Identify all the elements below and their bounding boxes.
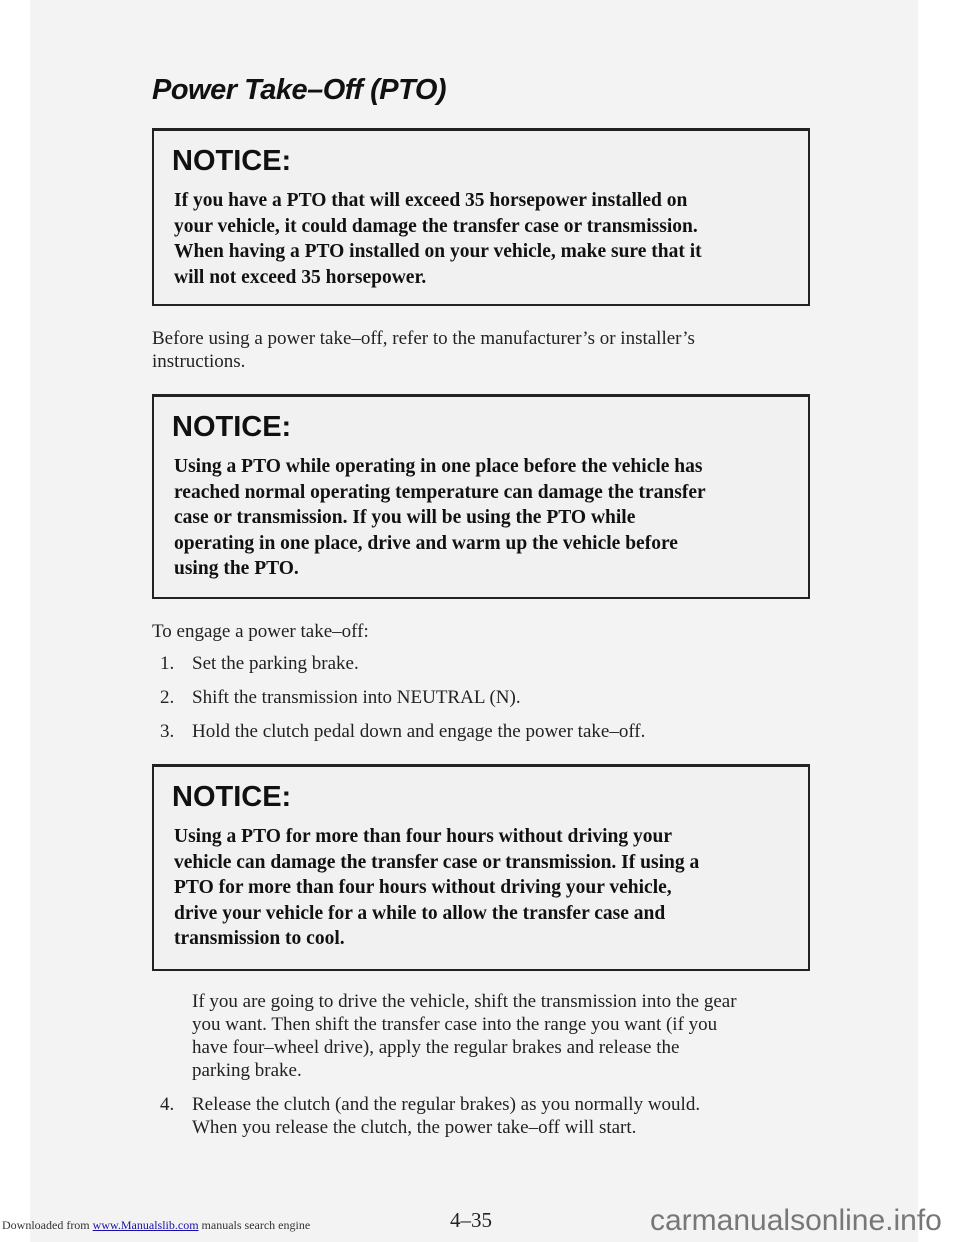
text-line: Using a PTO while operating in one place before the vehicle has xyxy=(174,456,703,477)
text-line: PTO for more than four hours without driving your vehicle, xyxy=(174,877,672,898)
text-line: Release the clutch (and the regular brakes) as you normally would. xyxy=(192,1094,701,1115)
step-number: 3. xyxy=(160,721,175,742)
step-text xyxy=(192,1093,700,1139)
text-line: instructions. xyxy=(152,351,246,372)
step-number: 2. xyxy=(160,687,175,708)
footer-suffix: manuals search engine xyxy=(201,1218,311,1232)
notice-box-1 xyxy=(152,128,810,306)
step-number: 1. xyxy=(160,653,175,674)
text-line: When having a PTO installed on your vehicle, make sure that it xyxy=(174,241,702,262)
notice-box-3 xyxy=(152,764,810,971)
step-4 xyxy=(160,1093,700,1139)
watermark-brand: carmanualsonline.info xyxy=(650,1204,942,1237)
text-line: When you release the clutch, the power take–off will start. xyxy=(192,1117,637,1138)
step-1 xyxy=(160,653,359,675)
notice-box-2 xyxy=(152,394,810,599)
step-text: Hold the clutch pedal down and engage the power take–off. xyxy=(192,721,646,742)
page-number: 4–35 xyxy=(450,1208,492,1232)
engage-intro: To engage a power take–off: xyxy=(152,621,369,642)
notice-heading: NOTICE: xyxy=(172,145,292,177)
text-line: will not exceed 35 horsepower. xyxy=(174,266,427,288)
text-line: parking brake. xyxy=(192,1060,302,1081)
text-line: case or transmission. If you will be using the PTO while xyxy=(174,507,636,528)
continuation-paragraph xyxy=(192,990,737,1082)
text-line: reached normal operating temperature can damage the transfer xyxy=(174,481,706,503)
notice-text xyxy=(174,454,808,582)
step-text: Shift the transmission into NEUTRAL (N). xyxy=(192,687,521,708)
manualslib-link[interactable]: www.Manualslib.com xyxy=(92,1218,199,1232)
notice-text xyxy=(174,188,808,290)
notice-heading: NOTICE: xyxy=(172,411,292,443)
text-line: using the PTO. xyxy=(174,558,299,579)
text-line: drive your vehicle for a while to allow the transfer case and xyxy=(174,902,666,924)
text-line: you want. Then shift the transfer case into the range you want (if you xyxy=(192,1014,718,1035)
text-line: Before using a power take–off, refer to the manufacturer’s or installer’s xyxy=(152,328,695,349)
download-footer xyxy=(2,1218,310,1233)
notice-heading: NOTICE: xyxy=(172,781,292,813)
intro-paragraph xyxy=(152,327,695,373)
text-line: vehicle can damage the transfer case or transmission. If using a xyxy=(174,851,700,873)
text-line: operating in one place, drive and warm up the vehicle before xyxy=(174,532,678,554)
text-line: Using a PTO for more than four hours without driving your xyxy=(174,826,673,847)
step-3 xyxy=(160,721,645,743)
footer-prefix: Downloaded from xyxy=(2,1218,90,1232)
page-title: Power Take–Off (PTO) xyxy=(152,74,447,106)
text-line: your vehicle, it could damage the transfer case or transmission. xyxy=(174,215,698,237)
text-line: transmission to cool. xyxy=(174,928,345,949)
text-line: If you have a PTO that will exceed 35 horsepower installed on xyxy=(174,190,688,211)
step-number: 4. xyxy=(160,1094,175,1115)
step-2 xyxy=(160,687,521,709)
text-line: have four–wheel drive), apply the regular brakes and release the xyxy=(192,1037,680,1058)
step-text: Set the parking brake. xyxy=(192,653,359,674)
notice-text xyxy=(174,824,808,952)
text-line: If you are going to drive the vehicle, shift the transmission into the gear xyxy=(192,991,737,1012)
